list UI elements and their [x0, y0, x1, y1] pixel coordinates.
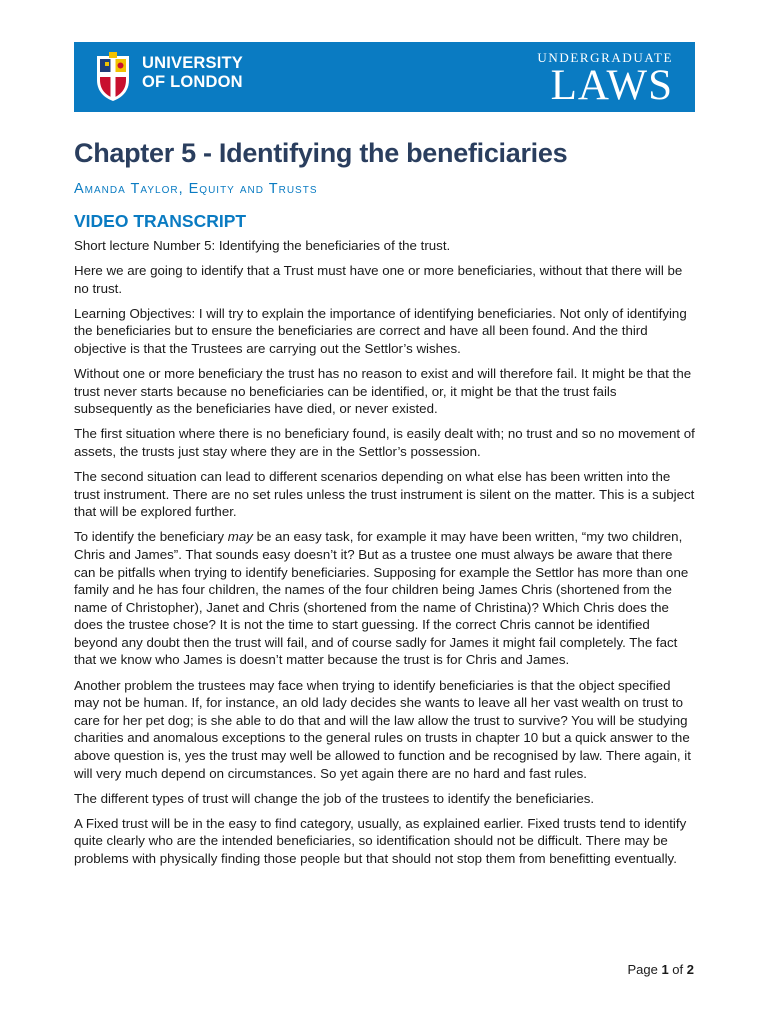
document-body	[74, 130, 696, 875]
paragraph-text: be an easy task, for example it may have been written, “my two children, Chris and James”. That sounds easy doesn’t it? But as a trustee one must always be aware that there can be pitfalls when trying to identify beneficiaries. Supposing for example the Settlor has more than one family and he has four children, the names of the four children being James Chris (shortened from the name of Christopher), Janet and Chris (shortened from the name of Christina)? Which Chris does the does the trustee chose? It is not the time to start guessing. If the correct Chris cannot be identified beyond any doubt then the trust will fail, and of course sadly for James it might fail completely. The fact that we know who James is doesn’t matter because the trust is for Chris and James.	[74, 529, 689, 668]
emphasis-text: may	[227, 529, 253, 545]
of-word: of	[672, 962, 684, 977]
page-number	[627, 962, 694, 977]
author-line: Amanda Taylor, Equity and Trusts	[74, 181, 318, 197]
programme-wordmark	[537, 51, 673, 107]
paragraph: Short lecture Number 5: Identifying the beneficiaries of the trust.	[74, 238, 451, 253]
paragraph: The second situation can lead to different scenarios depending on what else has been written into the trust instrument. There are no set rules unless the trust instrument is silent on the matter. This is a subject that will be explored further.	[74, 469, 695, 520]
paragraph-text: To identify the beneficiary	[74, 529, 228, 545]
header-banner	[74, 42, 695, 112]
paragraph: The different types of trust will change the job of the trustees to identify the beneficiaries.	[74, 790, 595, 806]
paragraph: A Fixed trust will be in the easy to find category, usually, as explained earlier. Fixed trusts tend to identify quite clearly who are the intended beneficiaries, so identification should not be difficult. There may be problems with physically finding those people but that should not stop them from benefitting eventually.	[74, 815, 687, 866]
paragraph	[74, 528, 696, 669]
page-title: Chapter 5 - Identifying the beneficiaries	[74, 138, 568, 168]
paragraph: Here we are going to identify that a Trust must have one or more beneficiaries, without that there will be no trust.	[74, 263, 683, 296]
page-word: Page	[627, 962, 658, 977]
total-pages: 2	[686, 962, 694, 977]
programme-big: LAWS	[550, 62, 673, 109]
university-line: UNIVERSITY	[142, 54, 244, 72]
university-crest-icon	[94, 52, 132, 102]
current-page: 1	[661, 962, 669, 977]
paragraph: Learning Objectives: I will try to explain the importance of identifying beneficiaries. Not only of identifying the beneficiaries but to ensure the beneficiaries are correct and have all been found. And the third objective is that the Trustees are carrying out the Settlor’s wishes.	[74, 305, 687, 356]
paragraph: Another problem the trustees may face when trying to identify beneficiaries is that the object specified may not be human. If, for instance, an old lady decides she wants to leave all her vast wealth on trust to care for her pet dog; is she able to do that and will the law allow the trust to survive? You will be studying charities and anomalous exceptions to the general rules on trusts in chapter 10 but a quick answer to the above question is, yes the trust may well be allowed to function and be recognised by law. There again, it will very much depend on circumstances. So yet again there are no hard and fast rules.	[74, 677, 691, 781]
of-london-line: OF LONDON	[142, 73, 243, 91]
university-wordmark	[142, 54, 243, 92]
paragraph: The first situation where there is no beneficiary found, is easily dealt with; no trust and so no movement of assets, the trusts just stay where they are in the Settlor’s possession.	[74, 426, 695, 459]
programme-small: UNDERGRADUATE	[537, 50, 673, 65]
paragraph: Without one or more beneficiary the trust has no reason to exist and will therefore fail. It might be that the trust never starts because no beneficiaries can be identified, or, it might be that the trust fails subsequently as the beneficiaries have died, or never existed.	[74, 366, 692, 417]
section-heading: VIDEO TRANSCRIPT	[74, 211, 247, 231]
